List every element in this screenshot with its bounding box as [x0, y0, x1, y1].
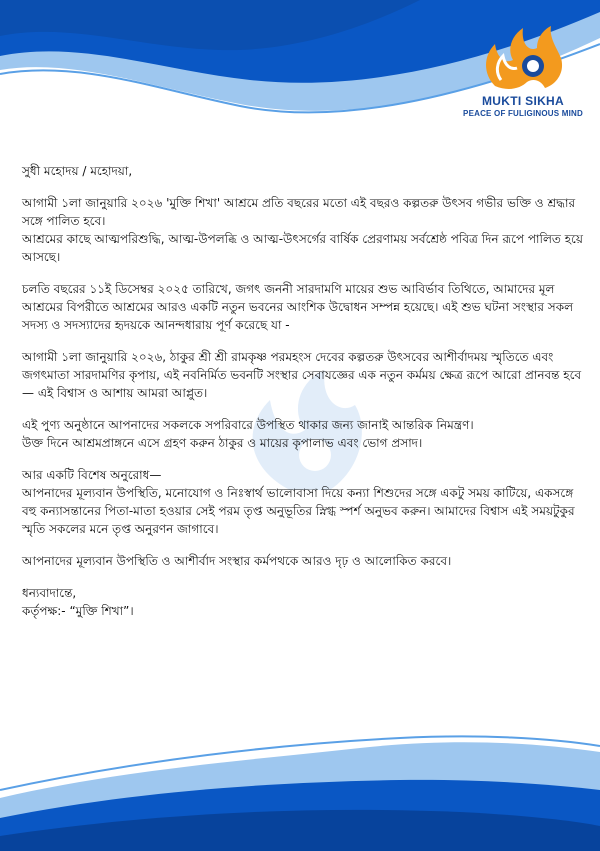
logo-tagline: PEACE OF FULIGINOUS MIND: [463, 109, 583, 118]
paragraph-1-line-2: আশ্রমের কাছে আত্মপরিশুদ্ধি, আত্ম-উপলব্ধি ও আত্ম-উৎসর্গের বার্ষিক প্রেরণাময় সর্বশ্রেষ্ঠ পবিত্র দিন রূপে পালিত হয়ে আসছে।: [22, 232, 583, 264]
paragraph-4-line-1: এই পুণ্য অনুষ্ঠানে আপনাদের সকলকে সপরিবারে উপস্থিত থাকার জন্য জানাই আন্তরিক নিমন্ত্রণ।: [22, 418, 474, 432]
paragraph-6: আপনাদের মূল্যবান উপস্থিতি ও আশীর্বাদ সংস্থার কর্মপথকে আরও দৃঢ় ও আলোকিত করবে।: [22, 554, 452, 568]
flame-logo-icon: [481, 22, 565, 92]
paragraph-1: [22, 194, 584, 266]
paragraph-1-line-1: আগামী ১লা জানুয়ারি ২০২৬ 'মুক্তি শিখা' আশ্রমে প্রতি বছরের মতো এই বছরও কল্পতরু উৎসব গভীর ভক্তি ও শ্রদ্ধার সঙ্গে পালিত হবে।: [22, 196, 576, 228]
paragraph-4: [22, 416, 584, 452]
logo-name: MUKTI SIKHA: [482, 94, 564, 108]
paragraph-5: [22, 466, 584, 538]
closing: ধন্যবাদান্তে,: [22, 586, 77, 600]
signoff: [22, 584, 584, 620]
signature: কর্তৃপক্ষ:- “মুক্তি শিখা”।: [22, 604, 134, 618]
mukti-sikha-logo: [448, 22, 598, 118]
paragraph-4-line-2: উক্ত দিনে আশ্রমপ্রাঙ্গনে এসে গ্রহণ করুন ঠাকুর ও মায়ের কৃপালাভ এবং ভোগ প্রসাদ।: [22, 436, 423, 450]
paragraph-2: চলতি বছরের ১১ই ডিসেম্বর ২০২৫ তারিখে, জগৎ জননী সারদামণি মায়ের শুভ আবির্ভাব তিথিতে, আমাদের মূল আশ্রমের বিপরীতে আশ্রমের আরও একটি নতুন ভবনের আংশিক উদ্বোধন সম্পন্ন হয়েছে। এই শুভ ঘটনা সংস্থার সকল সদস্য ও সদস্যাদের হৃদয়কে আনন্দধারায় পূর্ণ করেছে যা -: [22, 282, 574, 332]
letter-body: [22, 162, 584, 620]
paragraph-5-line-1: আর একটি বিশেষ অনুরোধ—: [22, 468, 162, 482]
salutation: সুধী মহোদয় / মহোদয়া,: [22, 164, 133, 178]
paragraph-5-line-2: আপনাদের মূল্যবান উপস্থিতি, মনোযোগ ও নিঃস্বার্থ ভালোবাসা দিয়ে কন্যা শিশুদের সঙ্গে একটু সময় কাটিয়ে, একসঙ্গে বহু কন্যাসন্তানের পিতা-মাতা হওয়ার সেই পরম তৃপ্ত অনুভূতির স্নিগ্ধ স্পর্শ অনুভব করুন। আমাদের বিশ্বাস এই সময়টুকুর স্মৃতি সকলের মনে তৃপ্ত অনুরণন জাগাবে।: [22, 486, 575, 536]
paragraph-3: আগামী ১লা জানুয়ারি ২০২৬, ঠাকুর শ্রী শ্রী রামকৃষ্ণ পরমহংস দেবের কল্পতরু উৎসবের আশীর্বাদময় স্মৃতিতে এবং জগৎমাতা সারদামণির কৃপায়, এই নবনির্মিত ভবনটি সংস্থার সেবাযজ্ঞের এক নতুন কর্মময় ক্ষেত্র রূপে আরো প্রানবন্ত হবে — এই বিশ্বাস ও আশায় আমরা আপ্লুত।: [22, 350, 582, 400]
